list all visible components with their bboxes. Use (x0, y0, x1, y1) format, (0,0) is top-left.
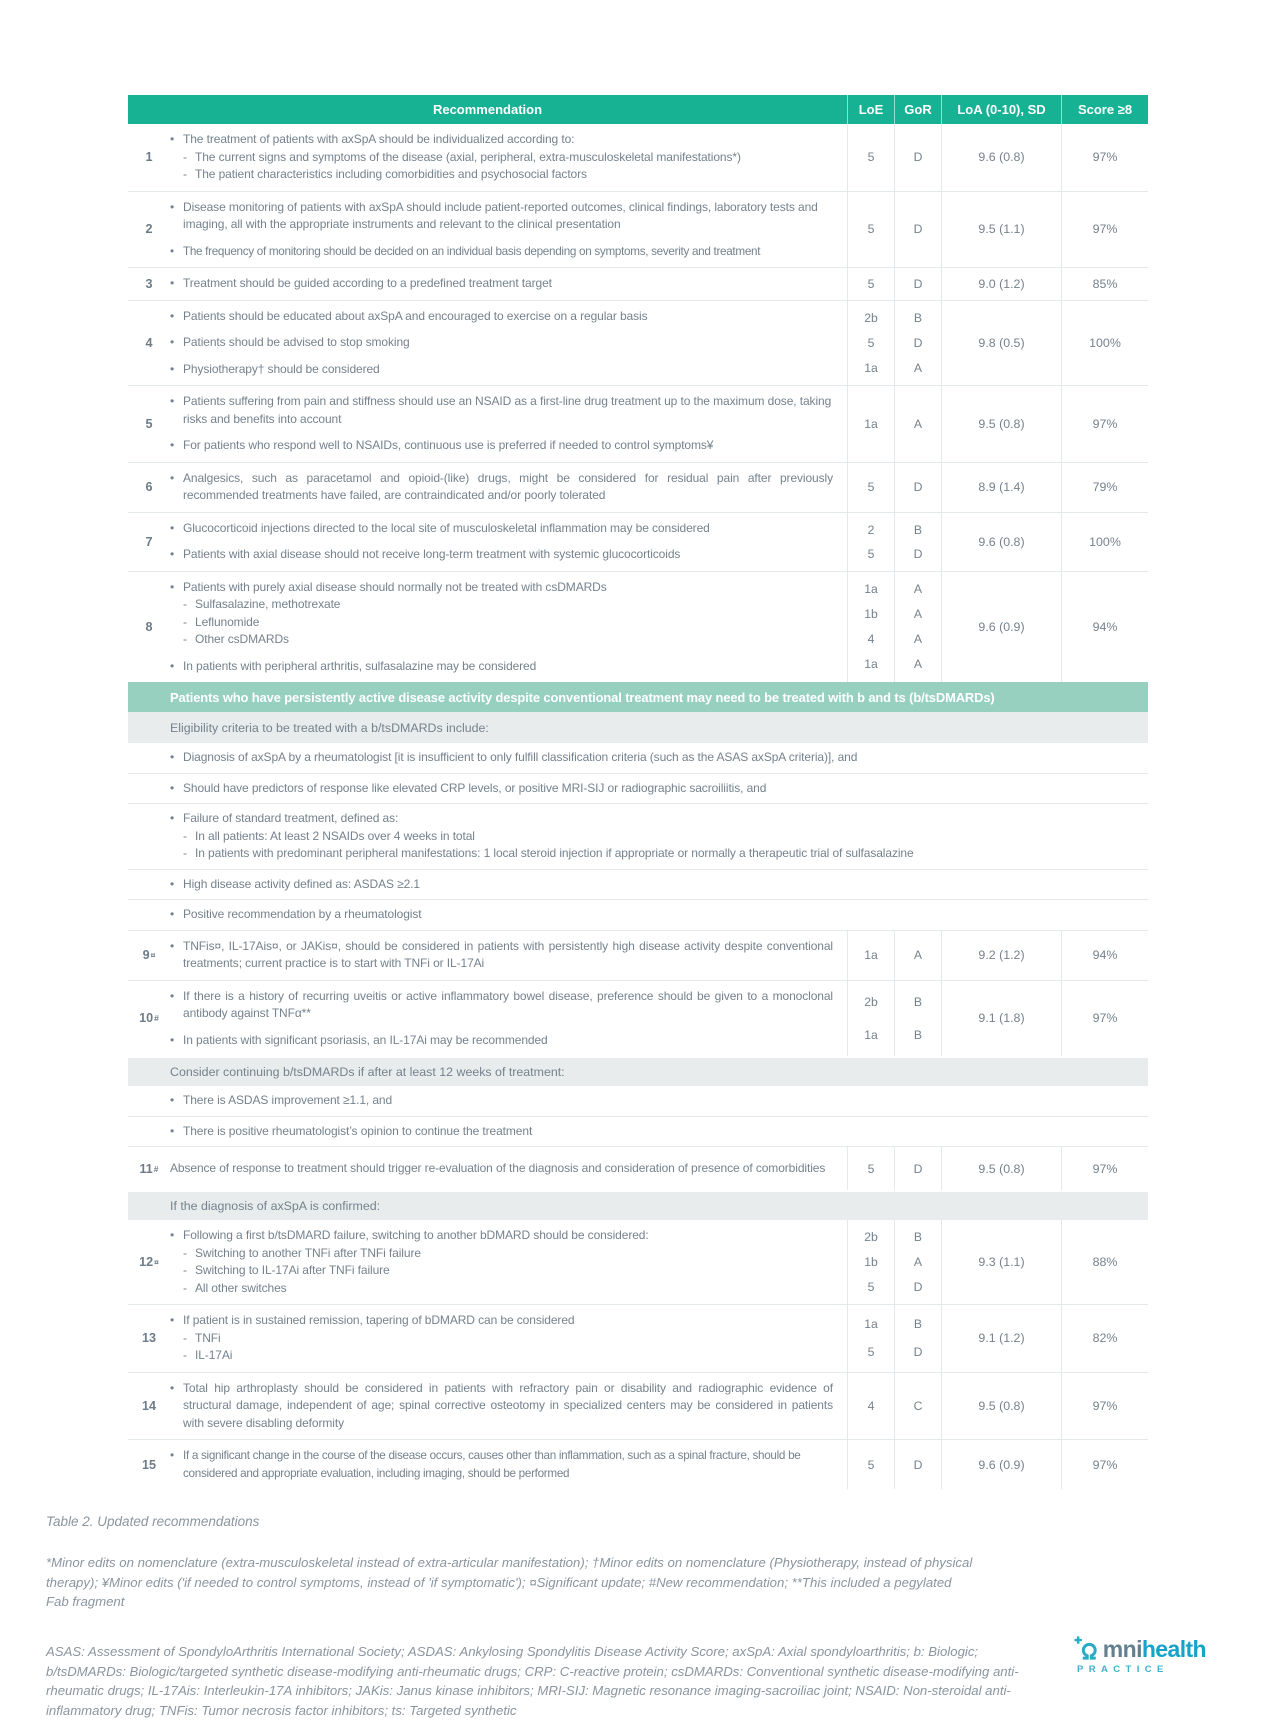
loe-cell (847, 124, 894, 191)
loe-value: 5 (867, 1279, 875, 1294)
gor-value: B (913, 310, 923, 325)
table-row (128, 300, 1148, 386)
section-banner-text: Patients who have persistently active disease activity despite conventional treatment may need to be treated with b and ts (b/tsDMARDs) (170, 689, 995, 705)
recommendation-cell (170, 301, 847, 386)
loa-cell: 8.9 (1.4) (941, 463, 1061, 512)
row-number (128, 1440, 170, 1489)
loa-cell: 9.5 (0.8) (941, 1147, 1061, 1190)
row-number-value: 9 (142, 948, 150, 962)
section-subheader-text: Eligibility criteria to be treated with a b/tsDMARDs include: (170, 720, 489, 735)
row-number-value: 3 (145, 276, 153, 291)
loe-cell (847, 572, 894, 683)
criteria-text (128, 804, 1148, 869)
loe-value: 5 (867, 150, 875, 165)
criteria-row (128, 899, 1148, 930)
recommendation-line: • If patient is in sustained remission, tapering of bDMARD can be considered (170, 1312, 833, 1330)
loe-value: 2 (867, 522, 875, 537)
loa-cell: 9.6 (0.9) (941, 1440, 1061, 1489)
row-number-value: 11 (139, 1161, 153, 1176)
criteria-row (128, 869, 1148, 900)
row-number-value: 6 (145, 480, 153, 494)
recommendation-line: • Glucocorticoid injections directed to the local site of musculoskeletal inflammation may be considered (170, 520, 833, 538)
table-row (128, 930, 1148, 980)
loe-value: 1a (864, 657, 878, 672)
loe-value: 1a (864, 1317, 878, 1332)
loa-cell: 9.0 (1.2) (941, 268, 1061, 300)
recommendation-line: • Analgesics, such as paracetamol and opioid-(like) drugs, might be considered for residual pain after previously recommended treatments have failed, are contraindicated and/or poorly tolerated (170, 470, 833, 505)
loa-cell: 9.5 (1.1) (941, 192, 1061, 268)
gor-cell (894, 1220, 941, 1304)
recommendation-line: - All other switches (170, 1280, 833, 1298)
gor-value: D (913, 335, 923, 350)
score-cell: 94% (1061, 931, 1148, 980)
gor-value: A (913, 416, 923, 431)
recommendation-line: • There is ASDAS improvement ≥1.1, and (170, 1092, 1128, 1110)
recommendation-line: - Sulfasalazine, methotrexate (170, 596, 833, 614)
recommendation-line: - IL-17Ai (170, 1347, 833, 1365)
recommendation-line: • TNFis¤, IL-17Ais¤, or JAKis¤, should be considered in patients with persistently high disease activity despite conventional treatments; current practice is to start with TNFi or IL-17Ai (170, 938, 833, 973)
row-number: 11 # (139, 1161, 159, 1176)
table-row (128, 1220, 1148, 1304)
table-row (128, 512, 1148, 571)
loe-value: 1a (864, 1027, 878, 1042)
loe-value: 2b (864, 994, 878, 1009)
gor-value: A (913, 582, 923, 597)
loa-cell: 9.5 (0.8) (941, 386, 1061, 462)
score-cell: 97% (1061, 1440, 1148, 1489)
score-cell: 82% (1061, 1305, 1148, 1372)
row-number-value: 2 (145, 222, 153, 237)
recommendation-line: - Switching to IL-17Ai after TNFi failure (170, 1262, 833, 1280)
recommendation-cell (170, 572, 847, 683)
column-header-recommendation: Recommendation (432, 102, 543, 117)
row-number (128, 572, 170, 683)
loe-cell (847, 268, 894, 300)
row-number-value: 10 (139, 1011, 154, 1026)
loe-value: 5 (867, 1457, 875, 1472)
row-number (128, 1305, 170, 1372)
recommendation-line: - Switching to another TNFi after TNFi failure (170, 1245, 833, 1263)
loa-cell: 9.1 (1.2) (941, 1305, 1061, 1372)
column-header-loa: LoA (0-10), SD (941, 95, 1061, 124)
recommendation-cell (170, 931, 847, 980)
section-banner (128, 682, 1148, 712)
recommendation-line: - TNFi (170, 1330, 833, 1348)
table-row (128, 1146, 1148, 1190)
column-header-loe: LoE (847, 95, 894, 124)
criteria-row (128, 773, 1148, 804)
loe-value: 5 (867, 222, 875, 237)
loe-value: 4 (867, 632, 875, 647)
recommendation-line: • Patients should be educated about axSpA and encouraged to exercise on a regular basis (170, 308, 833, 326)
section-subheader-text: Consider continuing b/tsDMARDs if after at least 12 weeks of treatment: (170, 1065, 565, 1079)
score-cell: 79% (1061, 463, 1148, 512)
row-number-value: 4 (145, 335, 153, 350)
recommendation-cell (170, 124, 847, 191)
loe-cell (847, 1440, 894, 1489)
loe-cell (847, 1220, 894, 1304)
gor-value: D (913, 1457, 923, 1472)
row-number (128, 192, 170, 268)
recommendation-cell (170, 1147, 847, 1190)
recommendation-line: • Diagnosis of axSpA by a rheumatologist [it is insufficient to only fulfill classification criteria (such as the ASAS axSpA criteria)], and (170, 749, 1128, 767)
section-subheader-text: If the diagnosis of axSpA is confirmed: (170, 1199, 381, 1213)
recommendation-cell (170, 268, 847, 300)
score-cell: 97% (1061, 386, 1148, 462)
logo-text (1103, 1638, 1206, 1661)
table-caption: Table 2. Updated recommendations (46, 1514, 260, 1529)
recommendation-line: Absence of response to treatment should trigger re-evaluation of the diagnosis and consideration of presence of comorbidities (170, 1160, 826, 1175)
gor-value: D (913, 222, 923, 237)
gor-cell (894, 192, 941, 268)
loe-value: 2b (864, 310, 878, 325)
score-cell: 97% (1061, 192, 1148, 268)
gor-cell (894, 386, 941, 462)
criteria-text (128, 774, 1148, 804)
recommendation-cell (170, 192, 847, 268)
loe-value: 5 (867, 1345, 875, 1360)
score-cell: 88% (1061, 1220, 1148, 1304)
recommendation-cell (170, 1440, 847, 1489)
section-subheader (128, 1190, 1148, 1220)
recommendation-line: • The frequency of monitoring should be decided on an individual basis depending on symptoms, severity and treatment (170, 243, 833, 261)
gor-cell (894, 1373, 941, 1440)
criteria-row (128, 1086, 1148, 1116)
table-row (128, 267, 1148, 300)
row-number (128, 1373, 170, 1440)
table-row (128, 571, 1148, 683)
recommendation-cell (170, 1373, 847, 1440)
loe-cell (847, 1305, 894, 1372)
loa-cell: 9.6 (0.8) (941, 124, 1061, 191)
score-cell: 100% (1061, 513, 1148, 571)
gor-value: A (913, 607, 923, 622)
recommendation-line: - Leflunomide (170, 614, 833, 632)
loa-cell: 9.8 (0.5) (941, 301, 1061, 386)
recommendation-line: - Other csDMARDs (170, 631, 833, 649)
recommendation-line: • Following a first b/tsDMARD failure, switching to another bDMARD should be considered: (170, 1227, 833, 1245)
table-row (128, 385, 1148, 462)
recommendation-line: • Total hip arthroplasty should be considered in patients with refractory pain or disability and radiographic evidence of structural damage, independent of age; spinal corrective osteotomy in specialized centers may be considered in patients with severe disabling deformity (170, 1380, 833, 1433)
loe-cell (847, 463, 894, 512)
row-number (128, 268, 170, 300)
section-subheader (128, 1056, 1148, 1086)
criteria-text (128, 870, 1148, 900)
score-cell: 97% (1061, 981, 1148, 1057)
recommendation-line: • The treatment of patients with axSpA should be individualized according to: (170, 131, 833, 149)
recommendation-line: • Positive recommendation by a rheumatologist (170, 906, 1128, 924)
gor-cell (894, 1305, 941, 1372)
loe-cell (847, 931, 894, 980)
loe-value: 1b (864, 1254, 878, 1269)
recommendation-cell (170, 1220, 847, 1304)
recommendation-line: • In patients with significant psoriasis, an IL-17Ai may be recommended (170, 1032, 833, 1050)
criteria-row (128, 1116, 1148, 1147)
criteria-text (128, 1117, 1148, 1147)
gor-cell (894, 513, 941, 571)
gor-value: B (913, 1317, 923, 1332)
row-number (128, 513, 170, 571)
criteria-row (128, 803, 1148, 869)
recommendation-line: • High disease activity defined as: ASDAS ≥2.1 (170, 876, 1128, 894)
score-cell: 97% (1061, 1147, 1148, 1190)
row-number (128, 301, 170, 386)
criteria-text (128, 1086, 1148, 1116)
recommendation-line: - In patients with predominant peripheral manifestations: 1 local steroid injection if appropriate or normally a therapeutic trial of sulfasalazine (170, 845, 1128, 863)
gor-value: B (913, 1230, 923, 1245)
row-number-value: 7 (145, 534, 153, 549)
table-row (128, 462, 1148, 512)
recommendation-line: • Should have predictors of response like elevated CRP levels, or positive MRI-SIJ or radiographic sacroiliitis, and (170, 780, 1128, 798)
gor-value: A (913, 632, 923, 647)
logo-tagline: PRACTICE (1077, 1664, 1169, 1675)
loe-value: 5 (867, 335, 875, 350)
recommendation-cell (170, 463, 847, 512)
omnihealth-logo (1074, 1634, 1206, 1675)
recommendation-line: • Patients with axial disease should not receive long-term treatment with systemic glucocorticoids (170, 546, 833, 564)
gor-value: D (913, 276, 923, 291)
loe-value: 1a (864, 582, 878, 597)
recommendation-line: • Treatment should be guided according to a predefined treatment target (170, 275, 833, 293)
loa-cell: 9.6 (0.8) (941, 513, 1061, 571)
row-number-value: 12 (139, 1255, 154, 1269)
row-number (128, 463, 170, 512)
loe-value: 1a (864, 948, 878, 962)
loe-cell (847, 301, 894, 386)
recommendation-line: • There is positive rheumatologist’s opinion to continue the treatment (170, 1123, 1128, 1141)
gor-cell (894, 1147, 941, 1190)
gor-cell (894, 268, 941, 300)
row-number: 9 ¤ (142, 948, 156, 962)
recommendation-line: • Patients suffering from pain and stiffness should use an NSAID as a first-line drug treatment up to the maximum dose, taking risks and benefits into account (170, 393, 833, 428)
gor-value: A (913, 1254, 923, 1269)
footnote-edits: *Minor edits on nomenclature (extra-musculoskeletal instead of extra-articular manifestation); †Minor edits on nomenclature (Physiotherapy, instead of physical therapy); ¥Minor edits ('if needed to control symptoms, instead of 'if symptomatic'); ¤Significant update; #New recommendation; **This included a pegylated Fab fragment (46, 1555, 973, 1609)
score-cell: 85% (1061, 268, 1148, 300)
gor-value: B (913, 1027, 923, 1042)
recommendation-line: • If there is a history of recurring uveitis or active inflammatory bowel disease, preference should be given to a monoclonal antibody against TNFα** (170, 988, 833, 1023)
section-subheader (128, 712, 1148, 743)
score-cell: 97% (1061, 124, 1148, 191)
recommendation-line: - The patient characteristics including comorbidities and psychosocial factors (170, 166, 833, 184)
logo-wordmark (1074, 1634, 1206, 1661)
gor-value: C (913, 1398, 923, 1413)
gor-value: B (913, 522, 923, 537)
recommendation-line: • Patients with purely axial disease should normally not be treated with csDMARDs (170, 579, 833, 597)
criteria-row (128, 743, 1148, 773)
recommendation-cell (170, 981, 847, 1057)
loe-cell (847, 1373, 894, 1440)
loa-cell: 9.2 (1.2) (941, 931, 1061, 980)
loe-value: 1a (864, 416, 878, 431)
loe-value: 5 (867, 1161, 875, 1176)
table-row (128, 124, 1148, 191)
column-header-gor: GoR (894, 95, 941, 124)
row-number: 10 # (139, 1011, 159, 1026)
criteria-text (128, 743, 1148, 773)
recommendation-line: • Failure of standard treatment, defined as: (170, 810, 1128, 828)
row-number (128, 386, 170, 462)
gor-value: D (913, 1161, 923, 1176)
recommendation-cell (170, 1305, 847, 1372)
recommendation-line: • Patients should be advised to stop smoking (170, 334, 833, 352)
table-header-row (128, 95, 1148, 124)
row-number-value: 15 (141, 1457, 156, 1472)
gor-cell (894, 931, 941, 980)
row-number-value: 1 (145, 150, 153, 165)
loa-cell: 9.1 (1.8) (941, 981, 1061, 1057)
score-cell: 97% (1061, 1373, 1148, 1440)
row-number-value: 13 (141, 1331, 156, 1346)
recommendation-line: • In patients with peripheral arthritis, sulfasalazine may be considered (170, 658, 833, 676)
recommendations-table (128, 95, 1148, 1489)
loe-value: 1a (864, 360, 878, 375)
gor-value: D (913, 480, 923, 494)
gor-cell (894, 1440, 941, 1489)
recommendation-line: • Disease monitoring of patients with axSpA should include patient-reported outcomes, clinical findings, laboratory tests and imaging, all with the appropriate instruments and relevant to the clinical presentation (170, 199, 833, 234)
recommendation-line: - In all patients: At least 2 NSAIDs over 4 weeks in total (170, 828, 1128, 846)
loa-cell: 9.3 (1.1) (941, 1220, 1061, 1304)
table-row (128, 980, 1148, 1057)
criteria-text (128, 900, 1148, 930)
loa-cell: 9.6 (0.9) (941, 572, 1061, 683)
recommendation-cell (170, 513, 847, 571)
table-row (128, 1372, 1148, 1440)
gor-value: A (913, 948, 923, 962)
column-header-score: Score ≥8 (1061, 95, 1148, 124)
score-cell: 94% (1061, 572, 1148, 683)
loe-value: 1b (864, 607, 878, 622)
gor-cell (894, 301, 941, 386)
loe-cell (847, 981, 894, 1057)
gor-value: D (913, 1345, 923, 1360)
table-row (128, 1304, 1148, 1372)
footnote-abbreviations: ASAS: Assessment of SpondyloArthritis International Society; ASDAS: Ankylosing Spondylitis Disease Activity Score; axSpA: Axial spondyloarthritis; b: Biologic; b/tsDMARDs: Biologic/targeted synthetic disease-modifying anti-rheumatic drugs; CRP: C-reactive protein; csDMARDs: Conventional synthetic disease-modifying anti-rheumatic drugs; IL-17Ais: Interleukin-17A inhibitors; JAKis: Janus kinase inhibitors; MRI-SIJ: Magnetic resonance imaging-sacroiliac joint; NSAID: Non-steroidal anti-inflammatory drug; TNFis: Tumor necrosis factor inhibitors; ts: Targeted synthetic (46, 1644, 1019, 1718)
gor-value: D (913, 150, 923, 165)
loe-cell (847, 192, 894, 268)
gor-value: D (913, 546, 923, 561)
recommendation-line: - The current signs and symptoms of the disease (axial, peripheral, extra-musculoskeletal manifestations*) (170, 149, 833, 167)
loe-value: 2b (864, 1230, 878, 1245)
recommendation-line: • For patients who respond well to NSAIDs, continuous use is preferred if needed to control symptoms¥ (170, 437, 833, 455)
row-number (128, 124, 170, 191)
loe-value: 5 (867, 480, 875, 494)
row-number-value: 5 (145, 416, 153, 431)
logo-text-mni: mni (1102, 1636, 1142, 1662)
row-number: 12 ¤ (139, 1255, 159, 1269)
table-row (128, 1439, 1148, 1489)
table-body (128, 124, 1148, 1489)
gor-cell (894, 463, 941, 512)
loe-cell (847, 1147, 894, 1190)
gor-cell (894, 572, 941, 683)
recommendation-line: • Physiotherapy† should be considered (170, 361, 833, 379)
score-cell: 100% (1061, 301, 1148, 386)
gor-value: B (913, 994, 923, 1009)
row-number-value: 14 (141, 1398, 156, 1413)
recommendation-line: • If a significant change in the course of the disease occurs, causes other than inflammation, such as a spinal fracture, should be considered and appropriate evaluation, including imaging, should be performed (170, 1447, 833, 1482)
row-number-value: 8 (145, 619, 153, 634)
loa-cell: 9.5 (0.8) (941, 1373, 1061, 1440)
table-row (128, 191, 1148, 268)
loe-value: 5 (867, 276, 875, 291)
gor-cell (894, 981, 941, 1057)
logo-text-health: health (1141, 1636, 1206, 1662)
gor-value: A (913, 657, 923, 672)
gor-value: A (913, 360, 923, 375)
loe-cell (847, 386, 894, 462)
gor-cell (894, 124, 941, 191)
recommendation-cell (170, 386, 847, 462)
gor-value: D (913, 1279, 923, 1294)
omega-plus-icon (1074, 1634, 1102, 1661)
loe-cell (847, 513, 894, 571)
loe-value: 5 (867, 546, 875, 561)
loe-value: 4 (867, 1398, 875, 1413)
